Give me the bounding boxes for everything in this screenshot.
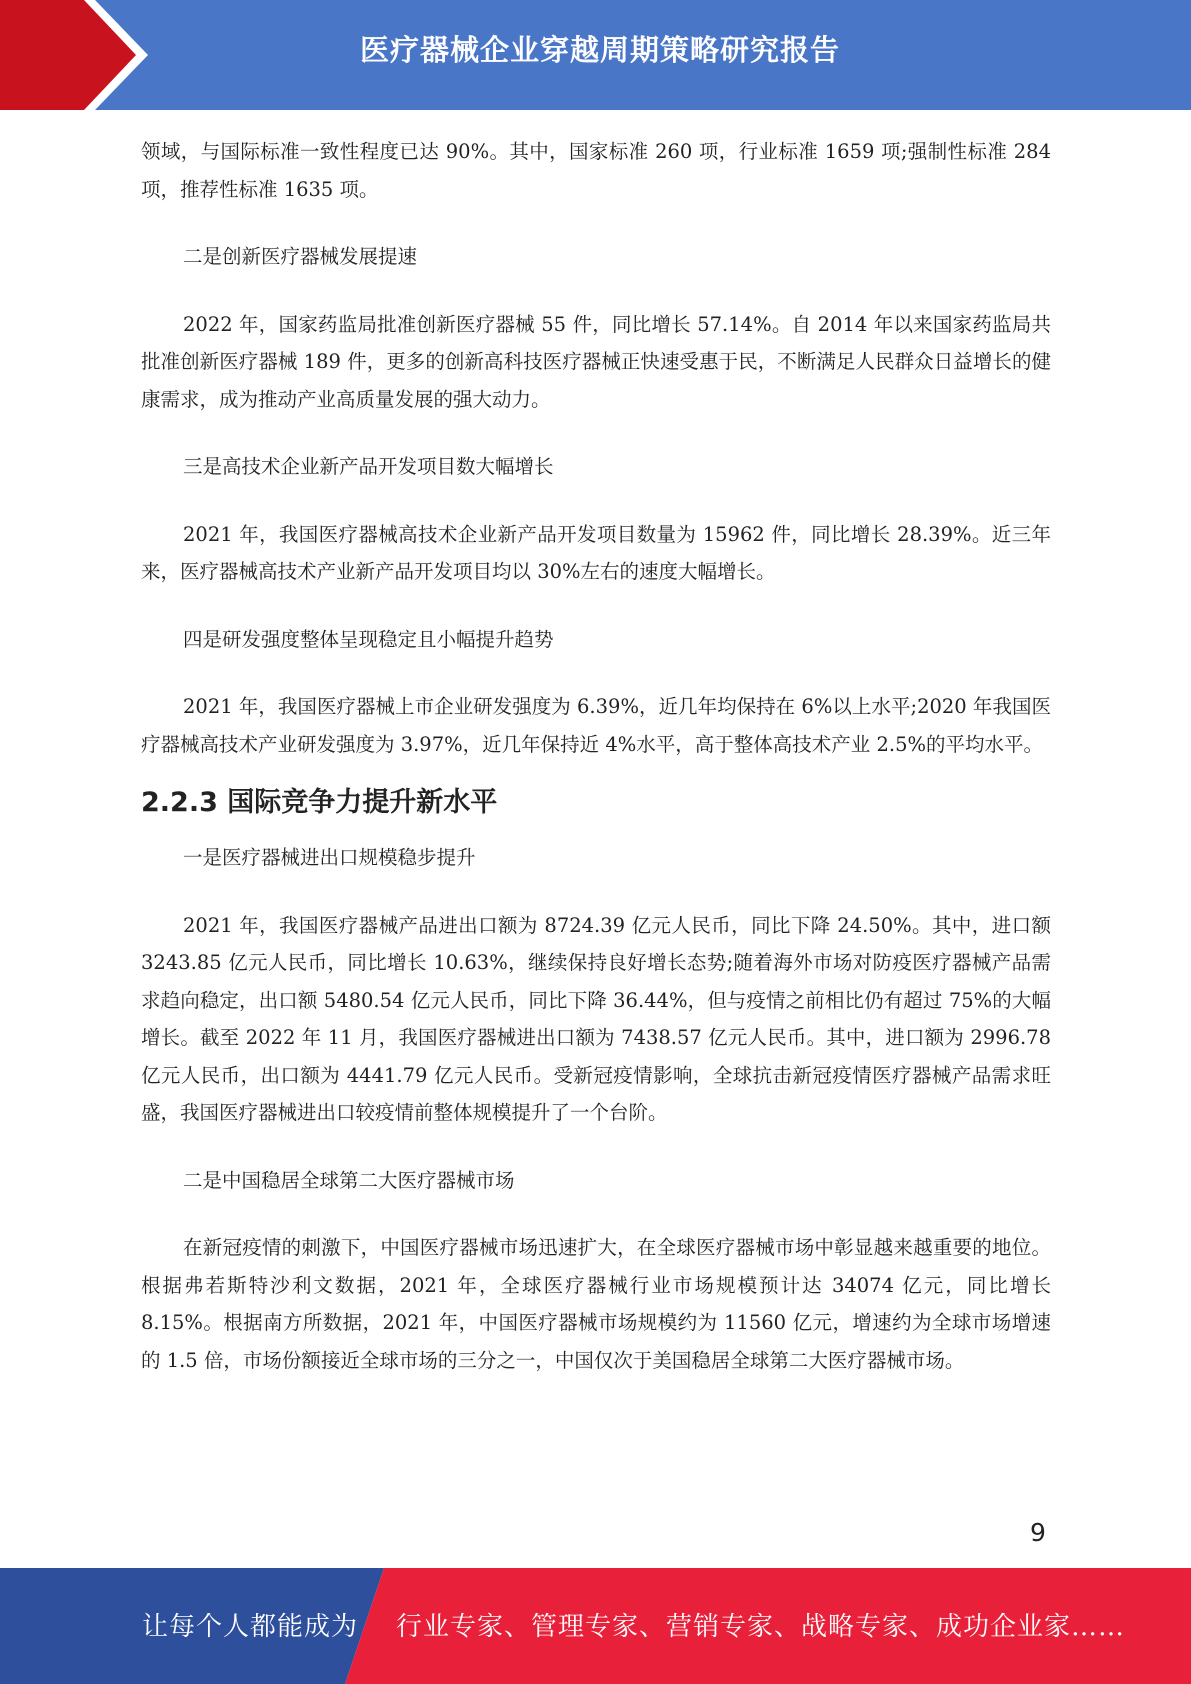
- subheading-second-market: 二是中国稳居全球第二大医疗器械市场: [183, 1168, 515, 1192]
- paragraph-innovation: 2022 年，国家药监局批准创新医疗器械 55 件，同比增长 57.14%。自 2014 年以来国家药监局共批准创新医疗器械 189 件，更多的创新高科技医疗器械正快速受惠于民，不断满足人民群众日益增长的健康需求，成为推动产业高质量发展的强大动力。: [141, 312, 1051, 411]
- subheading-innovation: 二是创新医疗器械发展提速: [183, 245, 418, 268]
- paragraph-second-market: 在新冠疫情的刺激下，中国医疗器械市场迅速扩大，在全球医疗器械市场中彰显越来越重要的地位。根据弗若斯特沙利文数据，2021 年，全球医疗器械行业市场规模预计达 34074 亿元，同比增长 8.15%。根据南方所数据，2021 年，中国医疗器械市场规模约为 11560 亿元，增速约为全球市场增速的 1.5 倍，市场份额接近全球市场的三分之一，中国仅次于美国稳居全球第二大医疗器械市场。: [141, 1236, 1051, 1372]
- subheading-new-products: 三是高技术企业新产品开发项目数大幅增长: [183, 455, 554, 478]
- paragraph-standards: 领域，与国际标准一致性程度已达 90%。其中，国家标准 260 项，行业标准 1659 项;强制性标准 284 项，推荐性标准 1635 项。: [141, 140, 1051, 201]
- paragraph-new-products: 2021 年，我国医疗器械高技术企业新产品开发项目数量为 15962 件，同比增长 28.39%。近三年来，医疗器械高技术产业新产品开发项目均以 30%左右的速度大幅增长。: [141, 522, 1051, 583]
- page-header: [0, 0, 1191, 110]
- subheading-import-export: 一是医疗器械进出口规模稳步提升: [183, 846, 476, 869]
- page-content: [141, 133, 1051, 1379]
- footer-slogan-left: 让每个人都能成为: [142, 1612, 359, 1642]
- footer-slogan-right: 行业专家、管理专家、营销专家、战略专家、成功企业家……: [396, 1612, 1126, 1642]
- header-arrow-icon: [0, 0, 160, 110]
- paragraph-rd-intensity: 2021 年，我国医疗器械上市企业研发强度为 6.39%，近几年均保持在 6%以上水平;2020 年我国医疗器械高技术产业研发强度为 3.97%，近几年保持近 4%水平，高于整体高技术产业 2.5%的平均水平。: [141, 695, 1051, 756]
- report-title: 医疗器械企业穿越周期策略研究报告: [360, 33, 841, 67]
- section-heading: 2.2.3 国际竞争力提升新水平: [141, 787, 498, 818]
- page-number: 9: [1030, 1518, 1046, 1547]
- paragraph-import-export: 2021 年，我国医疗器械产品进出口额为 8724.39 亿元人民币，同比下降 24.50%。其中，进口额 3243.85 亿元人民币，同比增长 10.63%，继续保持良好增长态势;随着海外市场对防疫医疗器械产品需求趋向稳定，出口额 5480.54 亿元人民币，同比下降 36.44%，但与疫情之前相比仍有超过 75%的大幅增长。截至 2022 年 11 月，我国医疗器械进出口额为 7438.57 亿元人民币。其中，进口额为 2996.78 亿元人民币，出口额为 4441.79 亿元人民币。受新冠疫情影响，全球抗击新冠疫情医疗器械产品需求旺盛，我国医疗器械进出口较疫情前整体规模提升了一个台阶。: [141, 913, 1051, 1124]
- page-footer: [0, 1568, 1191, 1684]
- subheading-rd-intensity: 四是研发强度整体呈现稳定且小幅提升趋势: [183, 627, 554, 651]
